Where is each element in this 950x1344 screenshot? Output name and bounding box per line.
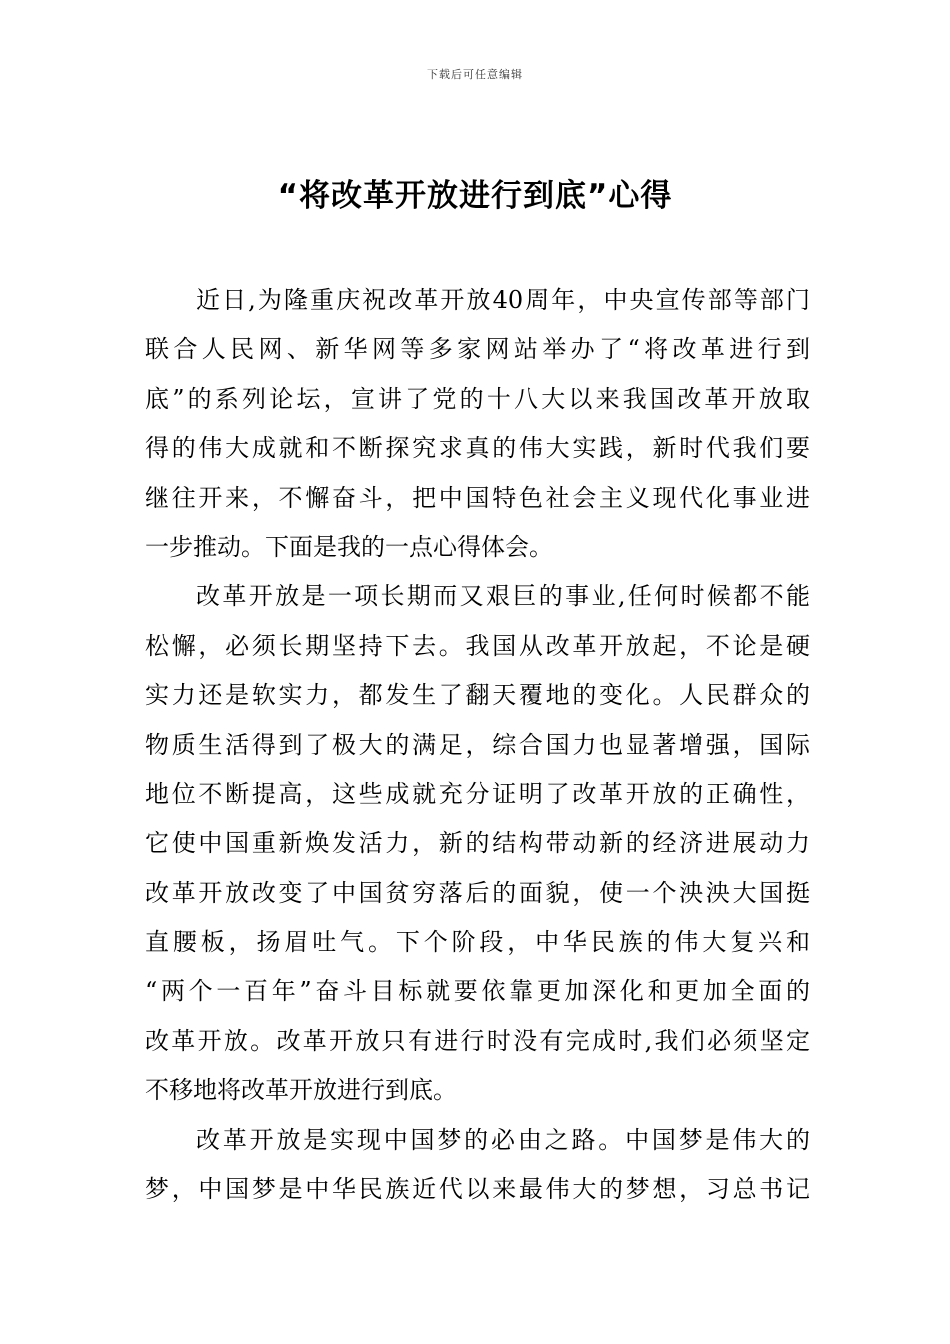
body-line: 地位不断提高，这些成就充分证明了改革开放的正确性，	[145, 779, 810, 808]
body-line: 继往开来，不懈奋斗，把中国特色社会主义现代化事业进	[145, 483, 810, 512]
header-note: 下载后可任意编辑	[427, 68, 523, 81]
body-line: 近日,为隆重庆祝改革开放40周年，中央宣传部等部门	[196, 286, 810, 314]
body-line: 得的伟大成就和不断探究求真的伟大实践，新时代我们要	[145, 434, 810, 463]
document-title: “将改革开放进行到底”心得	[277, 178, 673, 214]
body-line: 它使中国重新焕发活力，新的结构带动新的经济进展动力	[145, 829, 810, 858]
body-line: 梦，中国梦是中华民族近代以来最伟大的梦想，习总书记	[145, 1175, 810, 1204]
body-line: 物质生活得到了极大的满足，综合国力也显著增强，国际	[145, 730, 810, 759]
body-line: 实力还是软实力，都发生了翻天覆地的变化。人民群众的	[145, 681, 810, 710]
body-line: 一步推动。下面是我的一点心得体会。	[145, 532, 553, 561]
body-line: 改革开放是实现中国梦的必由之路。中国梦是伟大的	[196, 1125, 810, 1154]
body-line: 松懈，必须长期坚持下去。我国从改革开放起，不论是硬	[145, 631, 810, 660]
body-line: 联合人民网、新华网等多家网站举办了“将改革进行到	[145, 335, 810, 364]
body-line: 不移地将改革开放进行到底。	[145, 1076, 457, 1105]
body-line: 直腰板，扬眉吐气。下个阶段，中华民族的伟大复兴和	[145, 928, 810, 957]
body-line: 改革开放。改革开放只有进行时没有完成时,我们必须坚定	[145, 1026, 810, 1055]
body-line: 改革开放改变了中国贫穷落后的面貌，使一个泱泱大国挺	[145, 878, 810, 907]
body-line: “两个一百年”奋斗目标就要依靠更加深化和更加全面的	[145, 977, 810, 1006]
document-body	[145, 276, 810, 1214]
body-line: 改革开放是一项长期而又艰巨的事业,任何时候都不能	[196, 582, 810, 611]
body-line: 底”的系列论坛，宣讲了党的十八大以来我国改革开放取	[145, 384, 810, 413]
